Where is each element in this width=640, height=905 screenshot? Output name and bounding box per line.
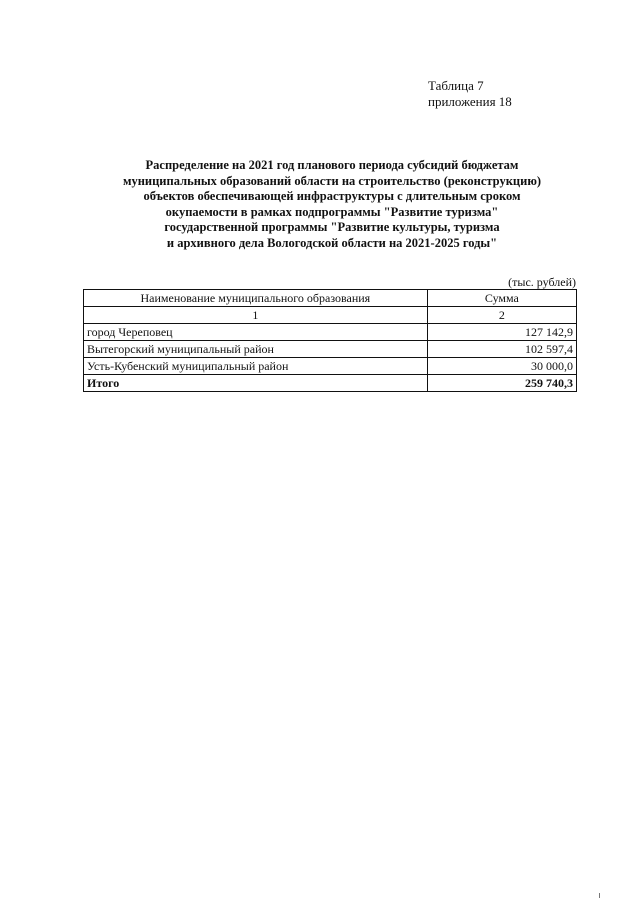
column-numbers-row — [84, 307, 577, 324]
document-title — [100, 158, 564, 251]
title-line: объектов обеспечивающей инфраструктуры с длительным сроком — [143, 189, 521, 203]
subsidy-sum: 127 142,9 — [427, 324, 576, 341]
title-line: государственной программы "Развитие культуры, туризма — [164, 220, 500, 234]
table-row — [84, 358, 577, 375]
municipality-name: Усть-Кубенский муниципальный район — [84, 358, 428, 375]
table-row — [84, 341, 577, 358]
scan-mark — [599, 893, 600, 898]
municipality-name: Вытегорский муниципальный район — [84, 341, 428, 358]
subsidy-sum: 102 597,4 — [427, 341, 576, 358]
title-line: и архивного дела Вологодской области на 2021-2025 годы" — [166, 235, 498, 250]
title-line: окупаемости в рамках подпрограммы "Развитие туризма" — [165, 204, 499, 219]
total-sum: 259 740,3 — [427, 375, 576, 392]
column-number: 1 — [84, 307, 428, 324]
total-label: Итого — [84, 375, 428, 392]
table-header-row — [84, 290, 577, 307]
column-number: 2 — [427, 307, 576, 324]
subsidy-sum: 30 000,0 — [427, 358, 576, 375]
table-number: Таблица 7 — [428, 78, 484, 93]
table-row — [84, 324, 577, 341]
municipality-name: город Череповец — [84, 324, 428, 341]
subsidy-table — [83, 289, 577, 392]
appendix-number: приложения 18 — [428, 94, 512, 109]
title-line: муниципальных образований области на строительство (реконструкцию) — [122, 173, 542, 188]
units-label: (тыс. рублей) — [508, 275, 576, 289]
title-line: Распределение на 2021 год планового периода субсидий бюджетам — [145, 158, 519, 172]
total-row — [84, 375, 577, 392]
column-header-sum: Сумма — [427, 290, 576, 307]
table-reference — [428, 78, 512, 110]
column-header-name: Наименование муниципального образования — [84, 290, 428, 307]
